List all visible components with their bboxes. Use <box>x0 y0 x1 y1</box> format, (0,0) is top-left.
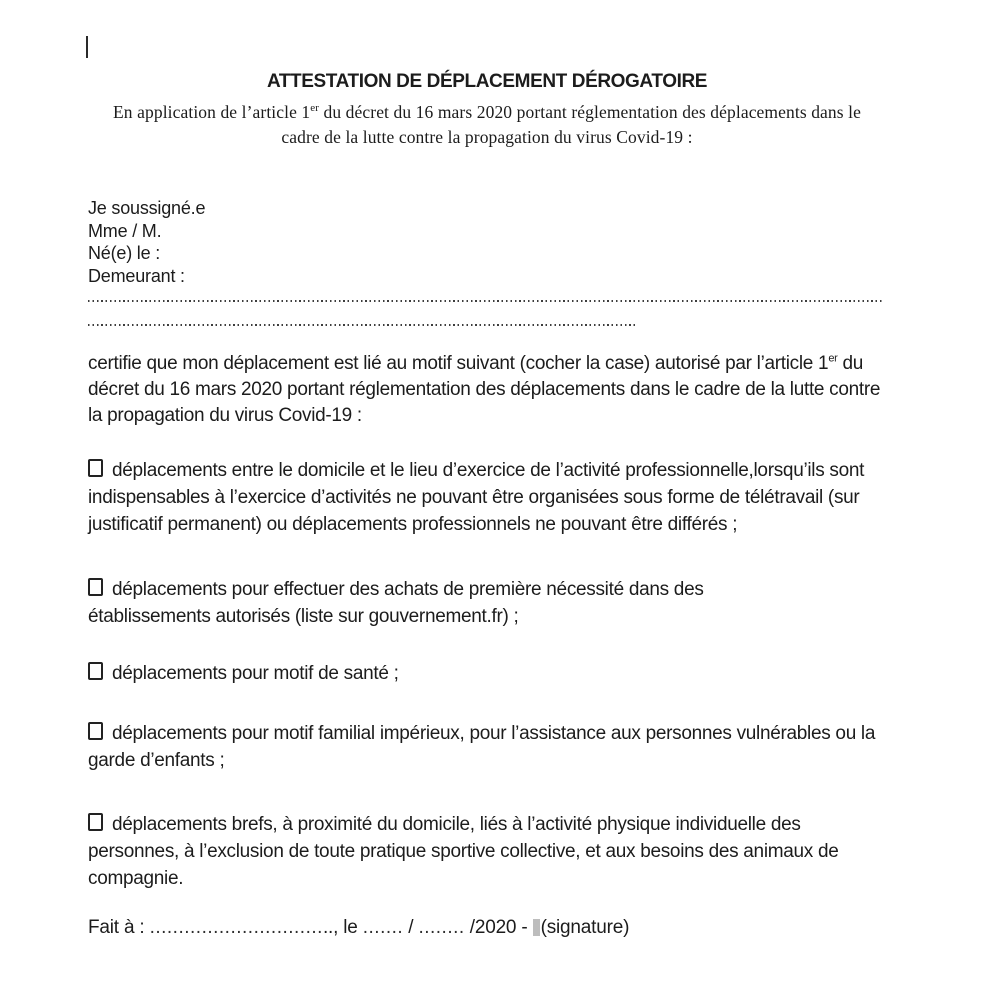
reason-label: déplacements pour motif familial impérieux, pour l’assistance aux personnes vulnérables ou la garde d’enfants ; <box>88 723 876 771</box>
signature-label: (signature) <box>540 917 630 938</box>
address-fill-line-2[interactable] <box>88 324 636 326</box>
subtitle-superscript: er <box>310 102 320 115</box>
checkbox-icon[interactable] <box>88 662 103 680</box>
reason-item-exercise <box>88 811 886 892</box>
subtitle-text-pre: En application de l’article 1 <box>113 102 311 122</box>
checkbox-icon[interactable] <box>88 813 103 831</box>
reason-label: déplacements entre le domicile et le lieu d’exercice de l’activité professionnelle,lorsqu’ils sont indispensables à l’exercice d’activités ne pouvant être organisées sous forme de télétravail (sur justificatif permanent) ou déplacements professionnels ne pouvant être différés ; <box>88 460 865 535</box>
checkbox-icon[interactable] <box>88 722 103 740</box>
reason-label: déplacements brefs, à proximité du domicile, liés à l’activité physique individuelle des personnes, à l’exclusion de toute pratique sportive collective, et aux besoins des animaux de compagnie. <box>88 814 839 889</box>
document-title: ATTESTATION DE DÉPLACEMENT DÉROGATOIRE <box>266 71 708 92</box>
certify-text-post: du décret du 16 mars 2020 portant réglementation des déplacements dans le cadre de la lutte contre la propagation du virus Covid-19 : <box>88 353 881 426</box>
identity-block <box>88 197 886 287</box>
identity-je-soussigne: Je soussigné.e <box>88 198 206 218</box>
certify-superscript: er <box>828 352 838 365</box>
identity-ne-le: Né(e) le : <box>88 243 161 263</box>
reason-label: déplacements pour effectuer des achats de première nécessité dans des établissements autorisés (liste sur gouvernement.fr) ; <box>88 579 704 627</box>
document-content <box>88 70 886 939</box>
reason-list <box>88 457 886 892</box>
reason-label: déplacements pour motif de santé ; <box>112 663 399 684</box>
document-subtitle <box>92 100 882 150</box>
checkbox-icon[interactable] <box>88 578 103 596</box>
checkbox-icon[interactable] <box>88 459 103 477</box>
subtitle-text-post: du décret du 16 mars 2020 portant réglementation des déplacements dans le cadre de la lutte contre la propagation du virus Covid-19 : <box>281 102 861 147</box>
month-fill-dots[interactable]: ........ <box>418 917 465 938</box>
reason-item-shopping <box>88 576 828 630</box>
text-cursor <box>86 36 88 58</box>
fait-a-label: Fait à : <box>88 917 150 938</box>
selection-highlight <box>533 919 540 936</box>
le-label: .., le <box>322 917 363 938</box>
reason-item-family <box>88 720 886 774</box>
date-slash: / <box>403 917 419 938</box>
place-fill-dots[interactable]: .............................. <box>149 917 323 938</box>
certify-text-pre: certifie que mon déplacement est lié au motif suivant (cocher la case) autorisé par l’article 1 <box>88 353 829 374</box>
signature-line <box>88 917 886 939</box>
certify-paragraph <box>88 351 886 429</box>
reason-item-work <box>88 457 886 538</box>
year-label: /2020 - <box>464 917 533 938</box>
address-fill-line-1[interactable] <box>88 300 882 302</box>
reason-item-health <box>88 660 886 687</box>
identity-demeurant: Demeurant : <box>88 265 185 286</box>
day-fill-dots[interactable]: ....... <box>362 917 404 938</box>
identity-civilite: Mme / M. <box>88 220 162 241</box>
